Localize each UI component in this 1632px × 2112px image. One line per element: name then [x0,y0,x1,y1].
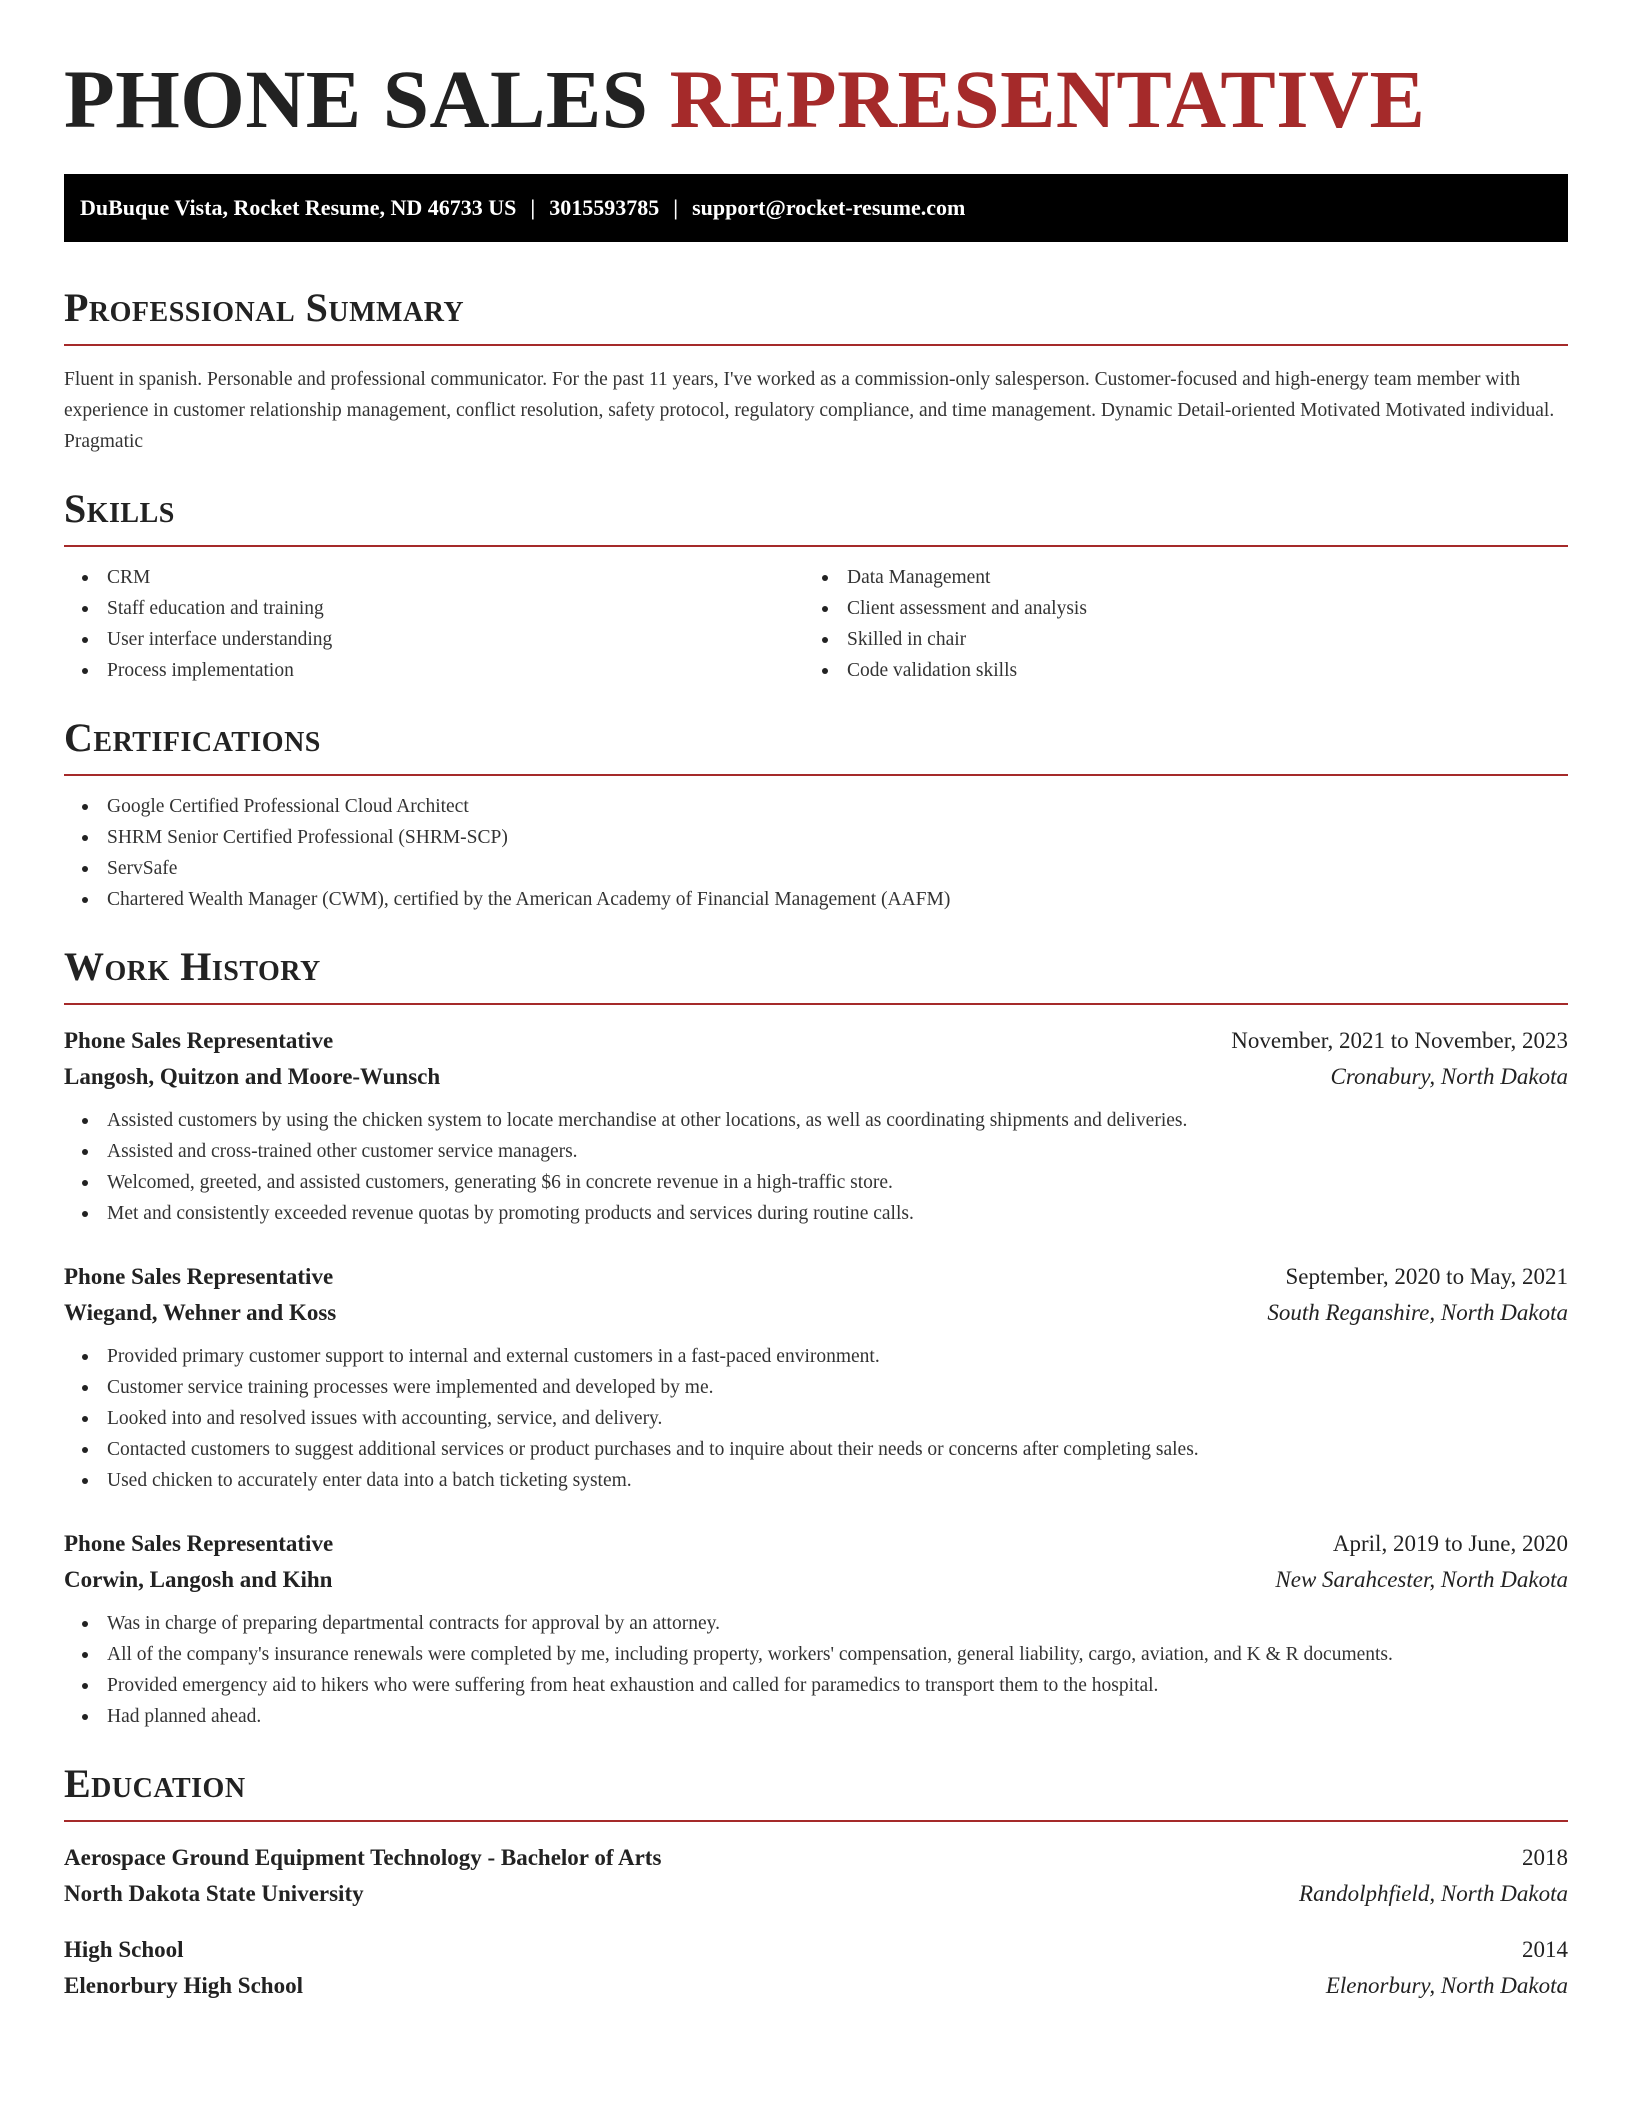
job-duty: Assisted customers by using the chicken system to locate merchandise at other locations, as well as coordinating shipments and deliveries. [64,1105,1568,1136]
certification-item: SHRM Senior Certified Professional (SHRM-SCP) [64,822,1568,853]
job-header-row [64,1023,1568,1059]
education-school: North Dakota State University [64,1881,364,1906]
education-degree-row [64,1840,1568,1876]
job-dates: November, 2021 to November, 2023 [1231,1028,1568,1053]
skill-item: Staff education and training [64,593,804,624]
skills-grid [64,562,1568,686]
certification-item: Google Certified Professional Cloud Architect [64,791,1568,822]
job-duty: Was in charge of preparing departmental contracts for approval by an attorney. [64,1608,1568,1639]
job-dates: April, 2019 to June, 2020 [1332,1531,1568,1556]
education-school-row [64,1876,1568,1912]
education-school-row [64,1968,1568,2004]
certifications-list [64,791,1568,915]
job-duties-list [64,1608,1568,1732]
skill-item: Code validation skills [804,655,1544,686]
job-entry [64,1023,1568,1229]
job-duties-list [64,1105,1568,1229]
job-role: Phone Sales Representative [64,1531,334,1556]
job-duty: Contacted customers to suggest additional services or product purchases and to inquire about their needs or concerns after completing sales. [64,1434,1568,1465]
job-role: Phone Sales Representative [64,1264,334,1289]
contact-email: support@rocket-resume.com [692,195,966,220]
job-duty: Provided emergency aid to hikers who were suffering from heat exhaustion and called for paramedics to transport them to the hospital. [64,1670,1568,1701]
summary-text: Fluent in spanish. Personable and professional communicator. For the past 11 years, I've worked as a commission-only salesperson. Customer-focused and high-energy team member with experience in customer relationship management, conflict resolution, safety protocol, regulatory compliance, and time management. Dynamic Detail-oriented Motivated Motivated individual. Pragmatic [64,369,1555,452]
education-location: Randolphfield, North Dakota [1299,1881,1568,1906]
job-entry [64,1526,1568,1732]
education-school: Elenorbury High School [64,1973,303,1998]
resume-page [64,0,1568,2004]
job-duty: Had planned ahead. [64,1701,1568,1732]
job-entry [64,1259,1568,1496]
job-header-row [64,1259,1568,1295]
job-company-row [64,1059,1568,1095]
skills-section [64,486,1568,686]
name-first: PHONE SALES [64,53,649,145]
education-location: Elenorbury, North Dakota [1325,1973,1568,1998]
job-duty: All of the company's insurance renewals were completed by me, including property, workers' compensation, general liability, cargo, aviation, and K & R documents. [64,1639,1568,1670]
education-entry [64,1932,1568,2004]
section-title-certifications: Certifications [64,718,1568,776]
education-year: 2018 [1522,1845,1568,1870]
resume-name [64,53,1568,145]
section-title-summary: Professional Summary [64,288,1568,346]
job-duty: Customer service training processes were implemented and developed by me. [64,1372,1568,1403]
job-duty: Provided primary customer support to internal and external customers in a fast-paced environment. [64,1341,1568,1372]
job-company: Corwin, Langosh and Kihn [64,1567,333,1592]
contact-bar [64,174,1568,242]
skill-item: Process implementation [64,655,804,686]
skill-item: CRM [64,562,804,593]
education-degree-row [64,1932,1568,1968]
work-history-section [64,944,1568,1732]
job-location: New Sarahcester, North Dakota [1275,1567,1568,1592]
job-location: Cronabury, North Dakota [1330,1064,1568,1089]
contact-separator: | [530,195,536,220]
summary-section [64,285,1568,457]
job-duty: Assisted and cross-trained other customer service managers. [64,1136,1568,1167]
education-degree: High School [64,1937,184,1962]
job-dates: September, 2020 to May, 2021 [1285,1264,1568,1289]
contact-separator: | [673,195,679,220]
contact-phone: 3015593785 [549,195,660,220]
job-company: Wiegand, Wehner and Koss [64,1300,337,1325]
job-duty: Met and consistently exceeded revenue quotas by promoting products and services during routine calls. [64,1198,1568,1229]
certification-item: Chartered Wealth Manager (CWM), certified by the American Academy of Financial Management (AAFM) [64,884,1568,915]
skill-item: Skilled in chair [804,624,1544,655]
job-duty: Looked into and resolved issues with accounting, service, and delivery. [64,1403,1568,1434]
job-company-row [64,1562,1568,1598]
education-degree: Aerospace Ground Equipment Technology - Bachelor of Arts [64,1845,662,1870]
contact-address: DuBuque Vista, Rocket Resume, ND 46733 US [80,195,517,220]
certification-item: ServSafe [64,853,1568,884]
skills-list-left [64,562,804,686]
job-duty: Welcomed, greeted, and assisted customers, generating $6 in concrete revenue in a high-traffic store. [64,1167,1568,1198]
skill-item: Client assessment and analysis [804,593,1544,624]
education-year: 2014 [1522,1937,1568,1962]
education-entry [64,1840,1568,1912]
job-company: Langosh, Quitzon and Moore-Wunsch [64,1064,441,1089]
certifications-section [64,715,1568,915]
section-title-work-history: Work History [64,947,1568,1005]
name-last: REPRESENTATIVE [669,53,1426,145]
job-duty: Used chicken to accurately enter data into a batch ticketing system. [64,1465,1568,1496]
job-location: South Reganshire, North Dakota [1267,1300,1568,1325]
skills-list-right [804,562,1544,686]
skill-item: Data Management [804,562,1544,593]
section-title-skills: Skills [64,489,1568,547]
education-section [64,1761,1568,2004]
section-title-education: Education [64,1764,1568,1822]
job-company-row [64,1295,1568,1331]
job-duties-list [64,1341,1568,1496]
skill-item: User interface understanding [64,624,804,655]
job-role: Phone Sales Representative [64,1028,334,1053]
job-header-row [64,1526,1568,1562]
